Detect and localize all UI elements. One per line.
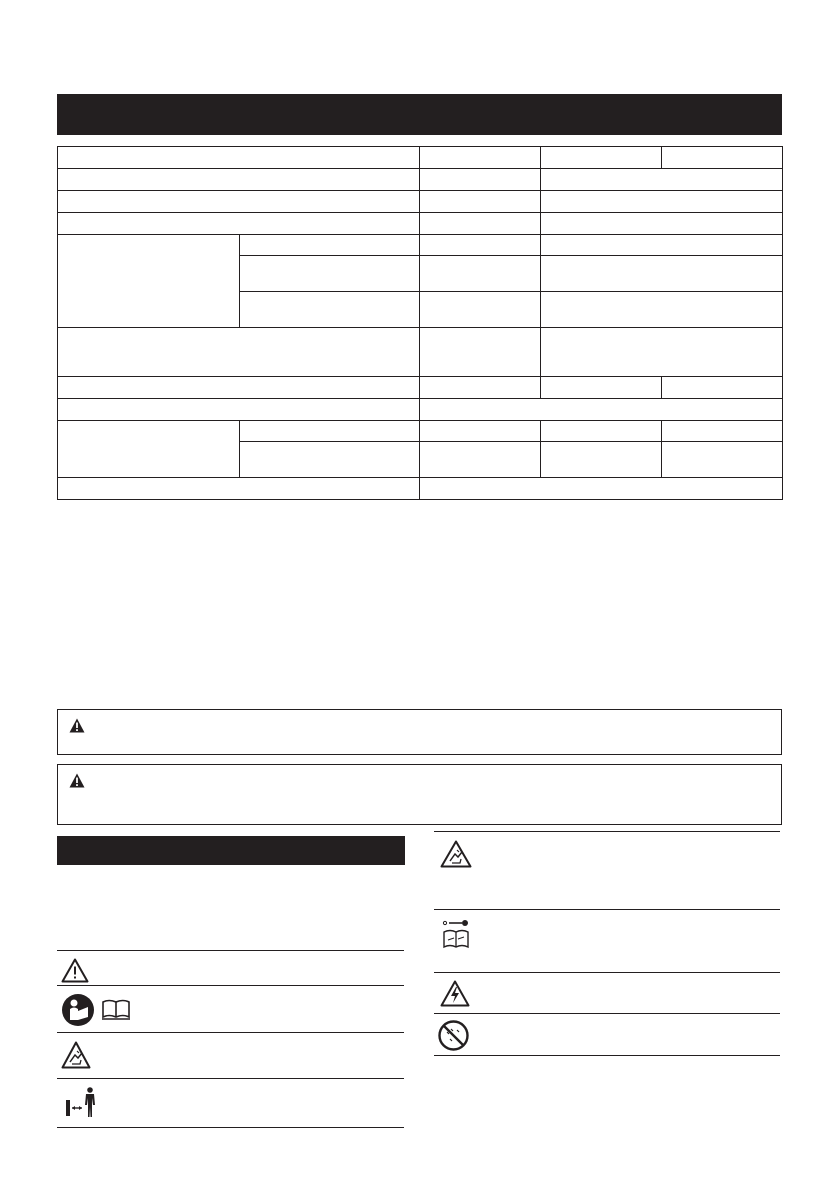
table-cell bbox=[58, 235, 240, 328]
table-row bbox=[58, 421, 783, 442]
table-cell bbox=[541, 147, 662, 169]
warning-triangle-icon bbox=[69, 718, 85, 733]
table-row bbox=[58, 399, 783, 421]
table-cell bbox=[420, 292, 541, 328]
manual-book-icon bbox=[101, 998, 131, 1020]
table-cell bbox=[541, 191, 783, 213]
table-cell bbox=[541, 235, 783, 256]
table-cell bbox=[240, 292, 420, 328]
table-cell bbox=[541, 169, 783, 191]
table-cell bbox=[58, 213, 420, 235]
table-row bbox=[58, 213, 783, 235]
hand-injury-warning-icon bbox=[440, 840, 472, 868]
table-cell bbox=[58, 478, 420, 500]
no-wet-conditions-icon bbox=[438, 1020, 469, 1051]
table-row bbox=[58, 147, 783, 169]
table-cell bbox=[58, 377, 420, 399]
symbol-row bbox=[434, 972, 780, 1014]
table-row bbox=[58, 235, 783, 256]
table-cell bbox=[240, 421, 420, 442]
table-cell bbox=[420, 256, 541, 292]
table-cell bbox=[541, 256, 783, 292]
remove-key-read-manual-icon bbox=[442, 920, 472, 950]
general-warning-icon bbox=[61, 958, 89, 983]
specifications-table bbox=[57, 146, 783, 500]
warning-triangle-icon bbox=[69, 773, 85, 788]
table-cell bbox=[541, 442, 662, 478]
table-cell bbox=[58, 328, 420, 377]
table-cell bbox=[58, 191, 420, 213]
table-row bbox=[58, 478, 783, 500]
table-row bbox=[58, 191, 783, 213]
table-cell bbox=[58, 169, 420, 191]
table-cell bbox=[420, 235, 541, 256]
symbol-row bbox=[57, 1078, 404, 1128]
table-cell bbox=[420, 377, 541, 399]
table-cell bbox=[420, 328, 541, 377]
table-row bbox=[58, 328, 783, 377]
table-cell bbox=[541, 292, 783, 328]
warning-box bbox=[57, 709, 782, 755]
symbol-row bbox=[57, 950, 404, 986]
symbol-row bbox=[57, 1032, 404, 1079]
warning-box bbox=[57, 764, 782, 825]
table-cell bbox=[541, 328, 783, 377]
table-cell bbox=[541, 421, 662, 442]
symbol-row bbox=[434, 909, 780, 973]
specifications-title-bar bbox=[57, 94, 782, 135]
table-cell bbox=[240, 256, 420, 292]
table-cell bbox=[541, 377, 662, 399]
table-cell bbox=[420, 421, 541, 442]
table-cell bbox=[662, 147, 783, 169]
symbol-row bbox=[434, 831, 780, 910]
table-cell bbox=[662, 377, 783, 399]
table-cell bbox=[240, 442, 420, 478]
table-cell bbox=[58, 421, 240, 478]
symbol-row bbox=[434, 1013, 780, 1056]
table-cell bbox=[58, 399, 420, 421]
table-cell bbox=[420, 169, 541, 191]
table-cell bbox=[420, 399, 783, 421]
table-row bbox=[58, 377, 783, 399]
symbol-row bbox=[57, 985, 404, 1033]
symbols-heading-bar bbox=[57, 836, 405, 865]
table-row bbox=[58, 169, 783, 191]
electric-hazard-icon bbox=[440, 980, 470, 1007]
hand-injury-warning-icon bbox=[61, 1041, 91, 1069]
keep-distance-icon bbox=[65, 1086, 99, 1120]
table-cell bbox=[58, 147, 420, 169]
table-cell bbox=[420, 442, 541, 478]
table-cell bbox=[240, 235, 420, 256]
table-cell bbox=[420, 191, 541, 213]
table-cell bbox=[541, 213, 783, 235]
table-cell bbox=[420, 213, 541, 235]
table-cell bbox=[420, 147, 541, 169]
table-cell bbox=[662, 442, 783, 478]
table-cell bbox=[662, 421, 783, 442]
read-manual-icon bbox=[61, 993, 95, 1027]
table-cell bbox=[420, 478, 783, 500]
